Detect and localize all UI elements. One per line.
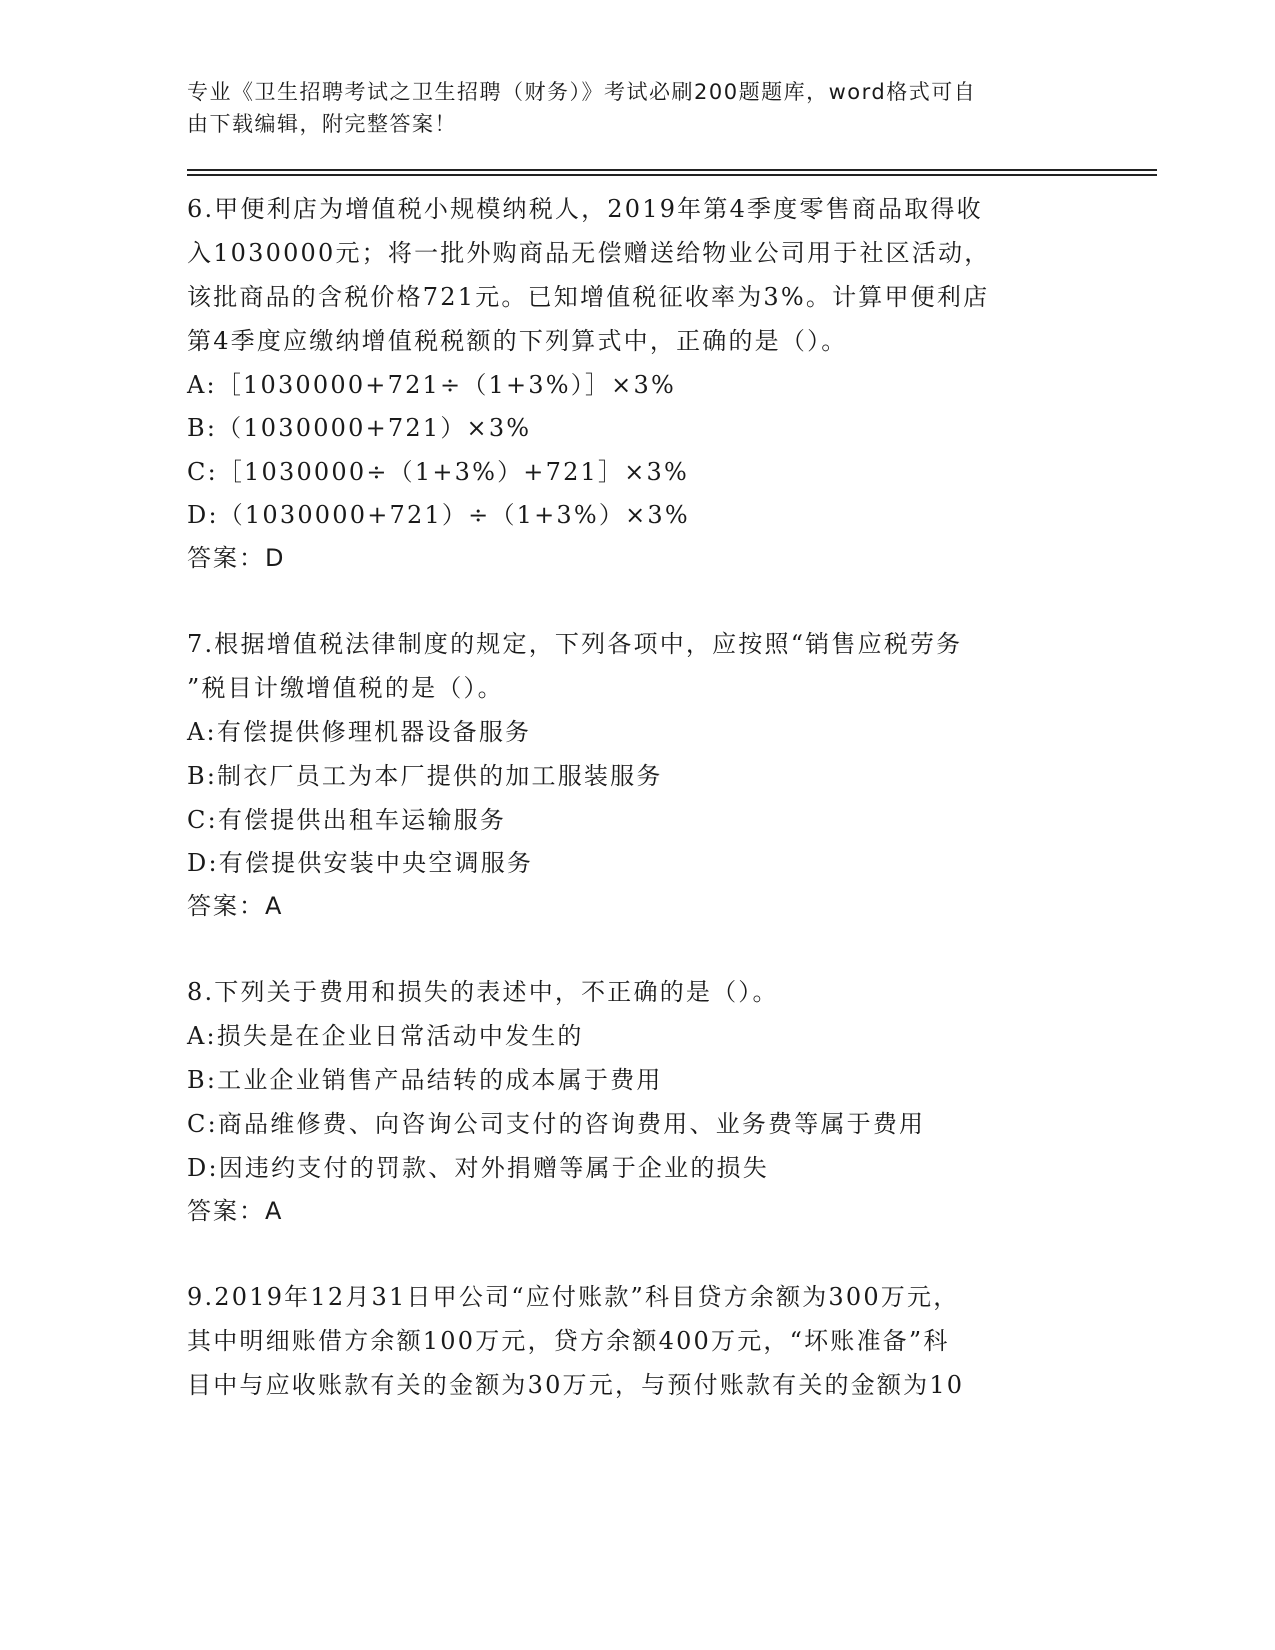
question-8-stem-line-1: 8.下列关于费用和损失的表述中，不正确的是（）。 bbox=[187, 978, 779, 1006]
header-line-1: 专业《卫生招聘考试之卫生招聘（财务）》考试必刷200题题库，word格式可自 bbox=[187, 80, 977, 104]
question-7-stem-line-2: ”税目计缴增值税的是（）。 bbox=[187, 674, 504, 702]
question-6-stem-line-1: 6.甲便利店为增值税小规模纳税人，2019年第4季度零售商品取得收 bbox=[187, 195, 983, 223]
question-7-option-b: B:制衣厂员工为本厂提供的加工服装服务 bbox=[187, 762, 663, 790]
question-6-stem-line-2: 入1030000元；将一批外购商品无偿赠送给物业公司用于社区活动， bbox=[187, 239, 991, 267]
question-6-stem-line-4: 第4季度应缴纳增值税税额的下列算式中，正确的是（）。 bbox=[187, 327, 848, 355]
question-7-option-c: C:有偿提供出租车运输服务 bbox=[187, 806, 507, 834]
header-rule-top bbox=[187, 169, 1157, 171]
question-7-stem-line-1: 7.根据增值税法律制度的规定，下列各项中，应按照“销售应税劳务 bbox=[187, 630, 963, 658]
question-8-option-b: B:工业企业销售产品结转的成本属于费用 bbox=[187, 1066, 663, 1094]
question-6-option-c: C:［1030000÷（1+3%）+721］×3% bbox=[187, 458, 689, 486]
question-8-option-c: C:商品维修费、向咨询公司支付的咨询费用、业务费等属于费用 bbox=[187, 1110, 926, 1138]
question-9-stem-line-3: 目中与应收账款有关的金额为30万元，与预付账款有关的金额为10 bbox=[187, 1371, 965, 1399]
question-8-answer: 答案：A bbox=[187, 1197, 284, 1225]
question-7-option-d: D:有偿提供安装中央空调服务 bbox=[187, 849, 534, 877]
question-9-stem-line-1: 9.2019年12月31日甲公司“应付账款”科目贷方余额为300万元， bbox=[187, 1283, 960, 1311]
question-9-stem-line-2: 其中明细账借方余额100万元，贷方余额400万元，“坏账准备”科 bbox=[187, 1327, 950, 1355]
question-6-answer: 答案：D bbox=[187, 544, 286, 572]
question-7-option-a: A:有偿提供修理机器设备服务 bbox=[187, 718, 532, 746]
question-6-stem-line-3: 该批商品的含税价格721元。已知增值税征收率为3%。计算甲便利店 bbox=[187, 283, 990, 311]
header-line-2: 由下载编辑，附完整答案！ bbox=[187, 112, 457, 136]
question-6-option-a: A:［1030000+721÷（1+3%）］×3% bbox=[187, 371, 676, 399]
question-6-option-d: D:（1030000+721）÷（1+3%）×3% bbox=[187, 501, 690, 529]
question-8-option-d: D:因违约支付的罚款、对外捐赠等属于企业的损失 bbox=[187, 1154, 769, 1182]
question-7-answer: 答案：A bbox=[187, 892, 284, 920]
header-rule-bottom bbox=[187, 174, 1157, 176]
question-6-option-b: B:（1030000+721）×3% bbox=[187, 414, 532, 442]
question-8-option-a: A:损失是在企业日常活动中发生的 bbox=[187, 1022, 584, 1050]
